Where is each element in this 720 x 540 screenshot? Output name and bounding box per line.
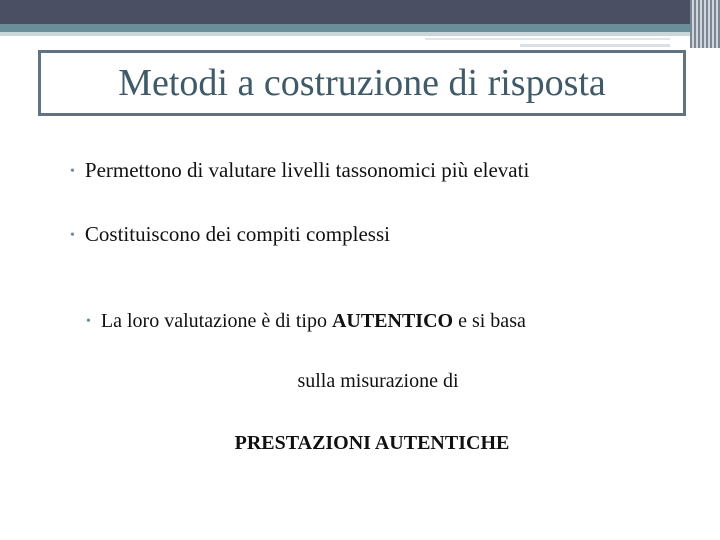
- continuation-line: sulla misurazione di: [297, 370, 459, 392]
- sub-bullet-emphasis: AUTENTICO: [331, 310, 454, 332]
- bullet-item: [70, 222, 390, 247]
- slide-title: Metodi a costruzione di risposta: [118, 62, 606, 104]
- sub-bullet-prefix: La loro valutazione è di tipo: [100, 310, 332, 332]
- sub-bullet-item: [86, 310, 526, 333]
- conclusion-line: PRESTAZIONI AUTENTICHE: [234, 432, 510, 454]
- bullet-text: Costituiscono dei compiti complessi: [84, 222, 390, 246]
- decorative-rule: [425, 38, 670, 40]
- bullet-text: Permettono di valutare livelli tassonomici più elevati: [84, 158, 530, 182]
- corner-stripes-decoration: [690, 0, 720, 48]
- header-band: [0, 0, 720, 24]
- decorative-rule: [520, 44, 670, 47]
- title-box: [38, 50, 686, 116]
- header-light-strip: [0, 32, 720, 36]
- bullet-dot-icon: •: [86, 314, 91, 329]
- header-accent-band: [0, 24, 720, 32]
- bullet-dot-icon: •: [70, 164, 75, 179]
- bullet-dot-icon: •: [70, 228, 75, 243]
- sub-bullet-suffix: e si basa: [453, 310, 526, 332]
- bullet-item: [70, 158, 529, 183]
